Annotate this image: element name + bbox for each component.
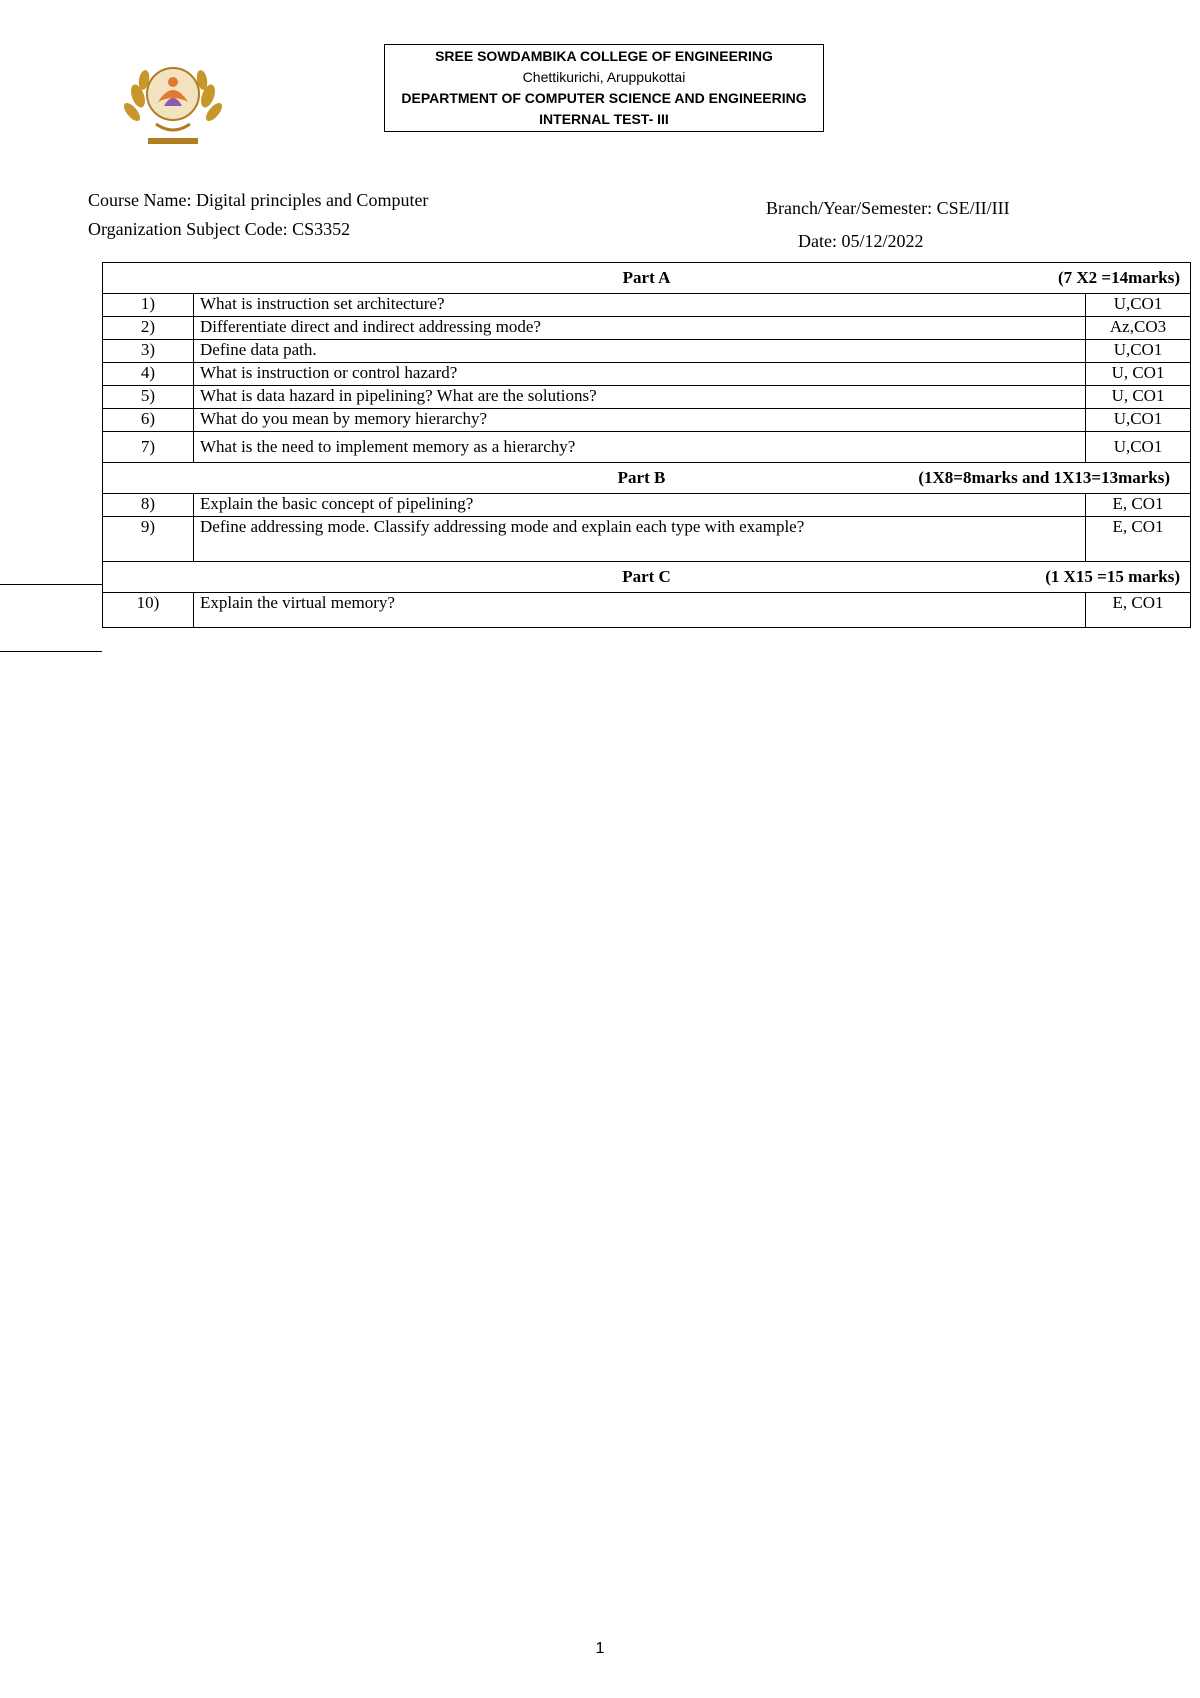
question-code: E, CO1 [1086, 494, 1191, 517]
branch-year-semester: Branch/Year/Semester: CSE/II/III [766, 198, 1010, 218]
part-a-title: Part A [622, 268, 671, 287]
part-b-header [103, 463, 1191, 494]
question-text: What is data hazard in pipelining? What are the solutions? [194, 386, 1086, 409]
table-row [103, 386, 1191, 409]
part-c-marks: (1 X15 =15 marks) [1045, 567, 1181, 586]
table-row [103, 409, 1191, 432]
table-row [103, 593, 1191, 628]
table-row [103, 363, 1191, 386]
question-code: U,CO1 [1086, 340, 1191, 363]
question-table [102, 262, 1191, 628]
question-number: 1) [103, 294, 194, 317]
question-number: 6) [103, 409, 194, 432]
table-row [103, 340, 1191, 363]
question-code: U, CO1 [1086, 363, 1191, 386]
department-name: DEPARTMENT OF COMPUTER SCIENCE AND ENGINEERING [401, 90, 807, 106]
question-number: 4) [103, 363, 194, 386]
table-row [103, 517, 1191, 562]
question-text: Define addressing mode. Classify addressing mode and explain each type with example? [194, 517, 1086, 562]
question-code: Az,CO3 [1086, 317, 1191, 340]
question-number: 10) [103, 593, 194, 628]
question-text: What is instruction or control hazard? [194, 363, 1086, 386]
question-text: What is the need to implement memory as a hierarchy? [194, 432, 1086, 463]
question-code: E, CO1 [1086, 517, 1191, 562]
page-number: 1 [595, 1640, 605, 1657]
question-code: U,CO1 [1086, 294, 1191, 317]
question-number: 2) [103, 317, 194, 340]
college-location: Chettikurichi, Aruppukottai [522, 69, 686, 85]
question-code: U,CO1 [1086, 409, 1191, 432]
question-code: E, CO1 [1086, 593, 1191, 628]
test-name: INTERNAL TEST- III [539, 111, 669, 127]
question-text: Explain the virtual memory? [194, 593, 1086, 628]
part-b-marks: (1X8=8marks and 1X13=13marks) [918, 468, 1171, 487]
question-number: 7) [103, 432, 194, 463]
question-number: 5) [103, 386, 194, 409]
college-name: SREE SOWDAMBIKA COLLEGE OF ENGINEERING [435, 48, 773, 64]
question-number: 3) [103, 340, 194, 363]
college-header [384, 44, 824, 132]
question-text: Differentiate direct and indirect addressing mode? [194, 317, 1086, 340]
part-a-marks: (7 X2 =14marks) [1057, 268, 1181, 287]
college-emblem-icon [118, 54, 228, 150]
margin-rule [0, 651, 102, 652]
table-row [103, 317, 1191, 340]
question-text: Define data path. [194, 340, 1086, 363]
exam-date: Date: 05/12/2022 [798, 231, 924, 251]
question-number: 8) [103, 494, 194, 517]
question-code: U, CO1 [1086, 386, 1191, 409]
part-c-title: Part C [622, 567, 671, 586]
table-row [103, 294, 1191, 317]
margin-rule [0, 584, 102, 585]
part-c-header [103, 562, 1191, 593]
question-text: Explain the basic concept of pipelining? [194, 494, 1086, 517]
part-b-title: Part B [617, 468, 666, 487]
table-row [103, 432, 1191, 463]
question-code: U,CO1 [1086, 432, 1191, 463]
question-text: What do you mean by memory hierarchy? [194, 409, 1086, 432]
subject-code: Organization Subject Code: CS3352 [88, 219, 351, 239]
question-number: 9) [103, 517, 194, 562]
table-row [103, 494, 1191, 517]
part-a-header [103, 263, 1191, 294]
course-name: Course Name: Digital principles and Computer [88, 190, 429, 210]
question-text: What is instruction set architecture? [194, 294, 1086, 317]
